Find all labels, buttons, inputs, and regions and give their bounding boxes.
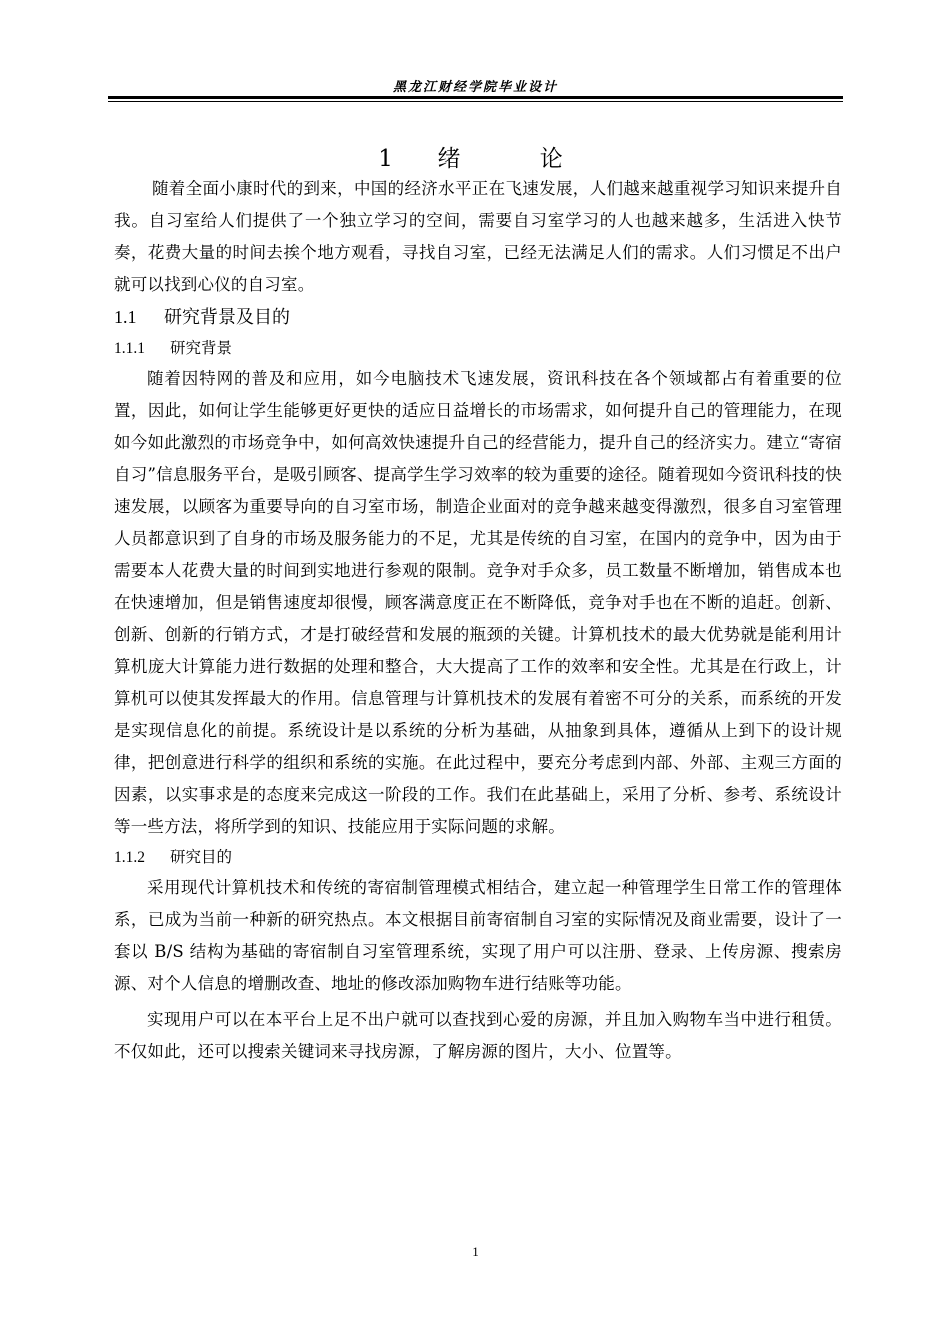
chapter-title: 1 绪 论 — [378, 146, 573, 172]
subsection-title: 研究背景 — [170, 339, 233, 357]
running-header: 黑龙江财经学院毕业设计 — [392, 80, 558, 95]
subsection-heading-1-1-2 — [114, 843, 842, 872]
page-body — [114, 173, 842, 1068]
purpose-paragraph-1: 采用现代计算机技术和传统的寄宿制管理模式相结合，建立起一种管理学生日常工作的管理体系，已成为当前一种新的研究热点。本文根据目前寄宿制自习室的实际情况及商业需要，设计了一套以 B/S 结构为基础的寄宿制自习室管理系统，实现了用户可以注册、登录、上传房源、搜索房源、对个人信息的增删改查、地址的修改添加购物车进行结账等功能。 — [114, 878, 842, 993]
subsection-number: 1.1.1 — [114, 340, 145, 357]
header-rule-thin — [108, 101, 843, 102]
background-paragraph: 随着因特网的普及和应用，如今电脑技术飞速发展，资讯科技在各个领域都占有着重要的位置，因此，如何让学生能够更好更快的适应日益增长的市场需求，如何提升自己的管理能力，在现如今如此激烈的市场竞争中，如何高效快速提升自己的经营能力，提升自己的经济实力。建立“寄宿自习”信息服务平台，是吸引顾客、提高学生学习效率的较为重要的途径。随着现如今资讯科技的快速发展，以顾客为重要导向的自习室市场，制造企业面对的竞争越来越变得激烈，很多自习室管理人员都意识到了自身的市场及服务能力的不足，尤其是传统的自习室，在国内的竞争中，因为由于需要本人花费大量的时间到实地进行参观的限制。竞争对手众多，员工数量不断增加，销售成本也在快速增加，但是销售速度却很慢，顾客满意度正在不断降低，竞争对手也在不断的追赶。创新、创新、创新的行销方式，才是打破经营和发展的瓶颈的关键。计算机技术的最大优势就是能利用计算机庞大计算能力进行数据的处理和整合，大大提高了工作的效率和安全性。尤其是在行政上，计算机可以使其发挥最大的作用。信息管理与计算机技术的发展有着密不可分的关系，而系统的开发是实现信息化的前提。系统设计是以系统的分析为基础，从抽象到具体，遵循从上到下的设计规律，把创意进行科学的组织和系统的实施。在此过程中，要充分考虑到内部、外部、主观三方面的因素，以实事求是的态度来完成这一阶段的工作。我们在此基础上，采用了分析、参考、系统设计等一些方法，将所学到的知识、技能应用于实际问题的求解。 — [114, 369, 842, 836]
subsection-title: 研究目的 — [170, 848, 233, 866]
purpose-paragraph-2: 实现用户可以在本平台上足不出户就可以查找到心爱的房源，并且加入购物车当中进行租赁。不仅如此，还可以搜索关键词来寻找房源，了解房源的图片，大小、位置等。 — [114, 1010, 842, 1061]
header-rule-thick — [108, 96, 843, 99]
section-heading-1-1 — [114, 301, 842, 334]
intro-paragraph: 随着全面小康时代的到来，中国的经济水平正在飞速发展，人们越来越重视学习知识来提升自我。自习室给人们提供了一个独立学习的空间，需要自习室学习的人也越来越多，生活进入快节奏，花费大量的时间去挨个地方观看，寻找自习室，已经无法满足人们的需求。人们习惯足不出户就可以找到心仪的自习室。 — [114, 179, 842, 294]
section-number: 1.1 — [114, 307, 137, 327]
page-number: 1 — [472, 1244, 479, 1259]
section-title: 研究背景及目的 — [164, 307, 290, 328]
subsection-number: 1.1.2 — [114, 849, 145, 866]
subsection-heading-1-1-1 — [114, 334, 842, 363]
